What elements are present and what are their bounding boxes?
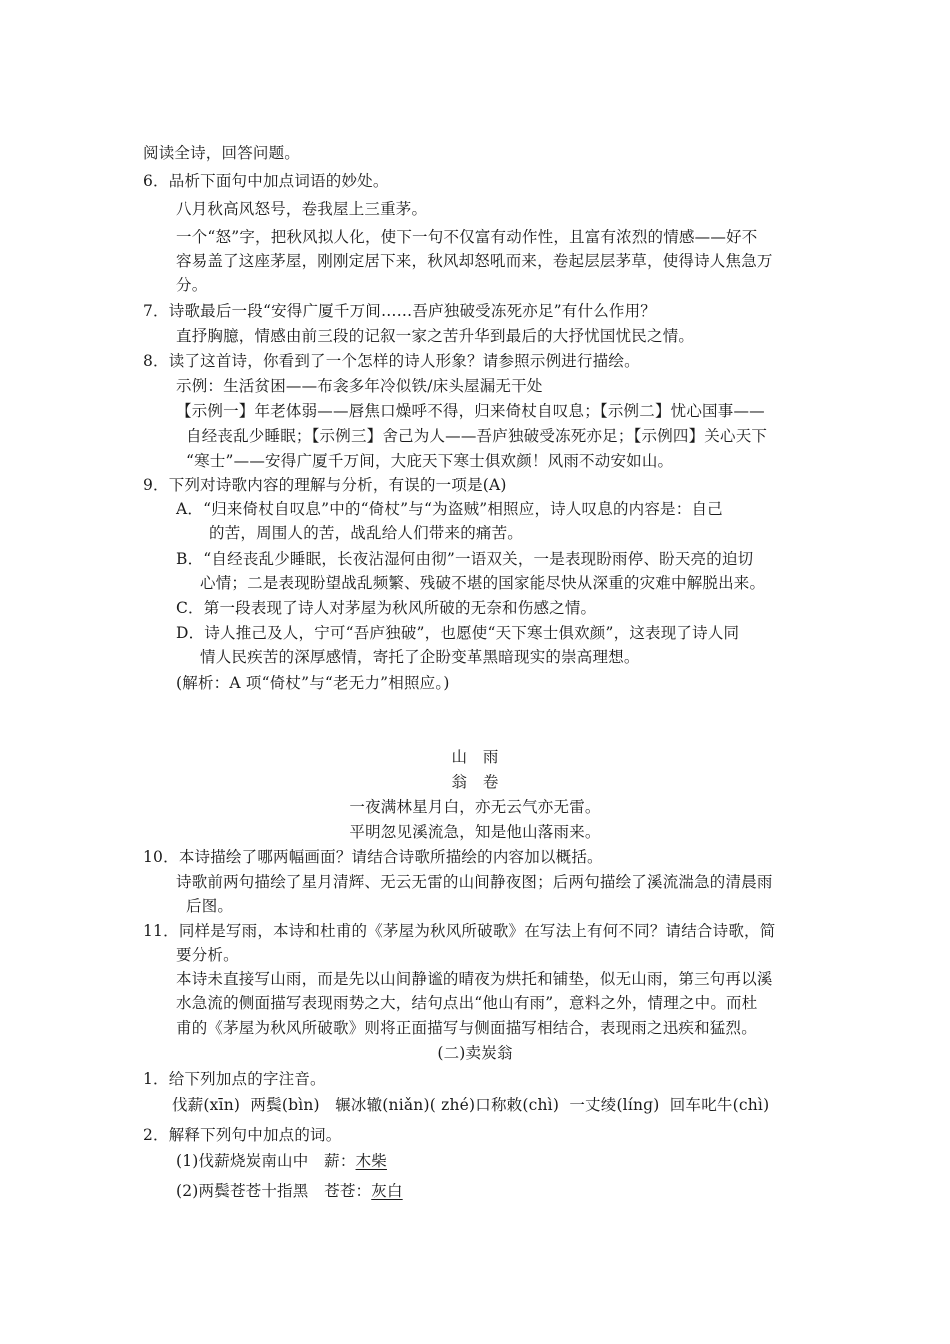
answer-11-line-1: 本诗未直接写山雨，而是先以山间静谧的晴夜为烘托和铺垫，似无山雨，第三句再以溪	[176, 970, 773, 988]
answer-6-line-1: 一个“怒”字，把秋风拟人化，使下一句不仅富有动作性，且富有浓烈的情感——好不	[176, 228, 758, 246]
question-11-line-1: 11．同样是写雨，本诗和杜甫的《茅屋为秋风所破歌》在写法上有何不同？请结合诗歌，简	[143, 922, 776, 940]
option-d-line-2: 情人民疾苦的深厚感情，寄托了企盼变革黑暗现实的崇高理想。	[200, 648, 640, 666]
option-d-line-1: D．诗人推己及人，宁可“吾庐独破”，也愿使“天下寒士俱欢颜”，这表现了诗人同	[176, 624, 740, 642]
answer-10-line-1: 诗歌前两句描绘了星月清辉、无云无雷的山间静夜图；后两句描绘了溪流湍急的清晨雨	[176, 873, 773, 891]
section3-q2-item-1	[176, 1150, 387, 1172]
section-title: (二)卖炭翁	[437, 1044, 513, 1062]
section3-q2-item-2	[176, 1180, 403, 1202]
question-9-analysis: (解析：A 项“倚杖”与“老无力”相照应。)	[176, 674, 450, 692]
question-7: 7．诗歌最后一段“安得广厦千万间……吾庐独破受冻死亦足”有什么作用？	[143, 302, 657, 320]
option-a-line-1: A．“归来倚杖自叹息”中的“倚杖”与“为盗贼”相照应，诗人叹息的内容是：自己	[176, 500, 723, 518]
question-8-example: 示例：生活贫困——布衾多年冷似铁/床头屋漏无干处	[176, 377, 543, 395]
section3-answer-1: 伐薪(xīn) 两鬓(bìn) 辗冰辙(niǎn)( zhé)口称敕(chì) 一丈绫(línɡ) 回车叱牛(chì)	[172, 1096, 770, 1114]
question-8: 8．读了这首诗，你看到了一个怎样的诗人形象？请参照示例进行描绘。	[143, 352, 640, 370]
answer-8-line-2: 自经丧乱少睡眠；【示例三】舍己为人——吾庐独破受冻死亦足；【示例四】关心天下	[186, 427, 768, 445]
answer-10-line-2: 后图。	[186, 897, 234, 915]
item-text: (1)伐薪烧炭南山中 薪：	[176, 1152, 356, 1170]
item-answer: 灰白	[371, 1182, 403, 1200]
answer-6-line-2: 容易盖了这座茅屋，刚刚定居下来，秋风却怒吼而来，卷起层层茅草，使得诗人焦急万	[176, 252, 773, 270]
answer-11-line-3: 甫的《茅屋为秋风所破歌》则将正面描写与侧面描写相结合，表现雨之迅疾和猛烈。	[176, 1019, 757, 1037]
poem-line-2: 平明忽见溪流急，知是他山落雨来。	[349, 823, 601, 841]
answer-7: 直抒胸臆，情感由前三段的记叙一家之苦升华到最后的大抒忧国忧民之情。	[176, 327, 695, 345]
section3-question-2: 2．解释下列句中加点的词。	[143, 1126, 342, 1144]
item-text: (2)两鬓苍苍十指黑 苍苍：	[176, 1182, 372, 1200]
question-6-quote: 八月秋高风怒号，卷我屋上三重茅。	[176, 200, 428, 218]
answer-6-line-3: 分。	[176, 276, 208, 294]
answer-8-line-3: “寒士”——安得广厦千万间，大庇天下寒士俱欢颜！风雨不动安如山。	[186, 452, 674, 470]
option-b-line-1: B．“自经丧乱少睡眠，长夜沾湿何由彻”一语双关，一是表现盼雨停、盼天亮的迫切	[176, 550, 754, 568]
question-9: 9．下列对诗歌内容的理解与分析，有误的一项是(A)	[143, 476, 507, 494]
poem-title: 山 雨	[451, 748, 499, 766]
section3-question-1: 1．给下列加点的字注音。	[143, 1070, 326, 1088]
question-11-line-2: 要分析。	[176, 946, 239, 964]
option-a-line-2: 的苦，周围人的苦，战乱给人们带来的痛苦。	[209, 524, 524, 542]
question-10: 10．本诗描绘了哪两幅画面？请结合诗歌所描绘的内容加以概括。	[143, 848, 603, 866]
poem-line-1: 一夜满林星月白，亦无云气亦无雷。	[349, 798, 601, 816]
answer-11-line-2: 水急流的侧面描写表现雨势之大，结句点出“他山有雨”，意料之外，情理之中。而杜	[176, 994, 758, 1012]
question-6: 6．品析下面句中加点词语的妙处。	[143, 172, 389, 190]
option-c: C．第一段表现了诗人对茅屋为秋风所破的无奈和伤感之情。	[176, 599, 597, 617]
answer-8-line-1: 【示例一】年老体弱——唇焦口燥呼不得，归来倚杖自叹息；【示例二】忧心国事——	[176, 402, 765, 420]
section-intro: 阅读全诗，回答问题。	[143, 144, 301, 162]
option-b-line-2: 心情；二是表现盼望战乱频繁、残破不堪的国家能尽快从深重的灾难中解脱出来。	[200, 574, 766, 592]
poem-author: 翁 卷	[451, 773, 499, 791]
item-answer: 木柴	[355, 1152, 387, 1170]
